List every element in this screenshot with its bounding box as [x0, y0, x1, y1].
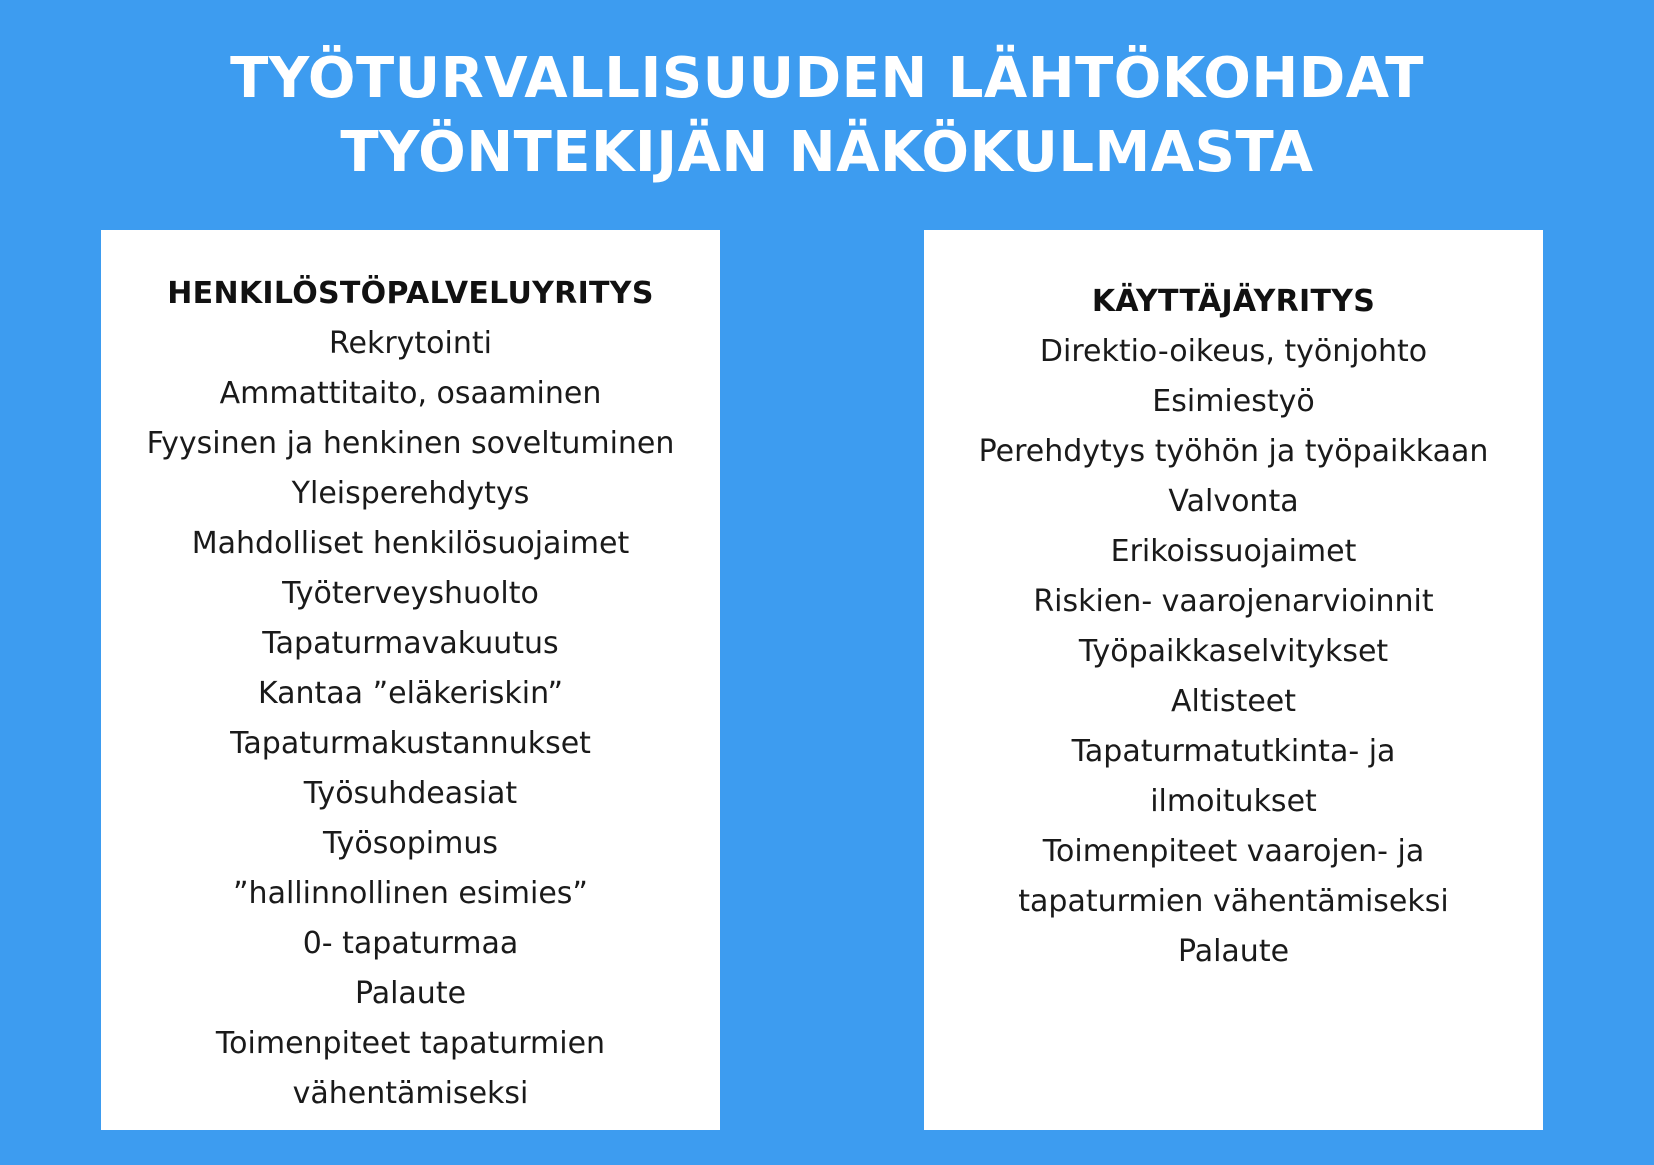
- list-item: 0- tapaturmaa: [302, 926, 519, 961]
- list-item: Työsuhdeasiat: [303, 776, 518, 811]
- list-item: Fyysinen ja henkinen soveltuminen: [146, 426, 675, 461]
- staffing-company-heading: HENKILÖSTÖPALVELUYRITYS: [167, 276, 654, 311]
- staffing-company-list: [101, 319, 720, 1119]
- list-item: Altisteet: [1170, 684, 1297, 719]
- list-item: Palaute: [354, 976, 467, 1011]
- list-item: Tapaturmakustannukset: [230, 726, 591, 761]
- list-item: Kantaa ”eläkeriskin”: [257, 676, 563, 711]
- page-title: [0, 42, 1654, 190]
- list-item: Valvonta: [1168, 484, 1299, 519]
- list-item: Yleisperehdytys: [291, 476, 530, 511]
- list-item: Työterveyshuolto: [282, 576, 539, 611]
- list-item: vähentämiseksi: [292, 1076, 529, 1111]
- list-item: Mahdolliset henkilösuojaimet: [191, 526, 630, 561]
- list-item: Työsopimus: [323, 826, 498, 861]
- list-item: Direktio-oikeus, työnjohto: [1039, 334, 1428, 369]
- list-item: tapaturmien vähentämiseksi: [1018, 884, 1449, 919]
- list-item: Ammattitaito, osaaminen: [219, 376, 602, 411]
- list-item: Riskien- vaarojenarvioinnit: [1033, 584, 1434, 619]
- user-company-heading: KÄYTTÄJÄYRITYS: [1091, 284, 1376, 319]
- staffing-company-card: [101, 230, 720, 1130]
- list-item: Tapaturmatutkinta- ja: [1071, 734, 1396, 769]
- user-company-list: [924, 327, 1543, 977]
- list-item: Toimenpiteet vaarojen- ja: [1042, 834, 1425, 869]
- list-item: Erikoissuojaimet: [1110, 534, 1357, 569]
- user-company-card: [924, 230, 1543, 1130]
- list-item: Perehdytys työhön ja työpaikkaan: [978, 434, 1489, 469]
- list-item: ilmoitukset: [1150, 784, 1317, 819]
- list-item: Palaute: [1177, 934, 1290, 969]
- title-line-2: TYÖNTEKIJÄN NÄKÖKULMASTA: [340, 120, 1314, 185]
- list-item: Tapaturmavakuutus: [262, 626, 559, 661]
- title-line-1: TYÖTURVALLISUUDEN LÄHTÖKOHDAT: [230, 46, 1424, 111]
- list-item: Työpaikkaselvitykset: [1078, 634, 1389, 669]
- list-item: ”hallinnollinen esimies”: [233, 876, 588, 911]
- list-item: Esimiestyö: [1152, 384, 1315, 419]
- list-item: Toimenpiteet tapaturmien: [215, 1026, 606, 1061]
- list-item: Rekrytointi: [329, 326, 492, 361]
